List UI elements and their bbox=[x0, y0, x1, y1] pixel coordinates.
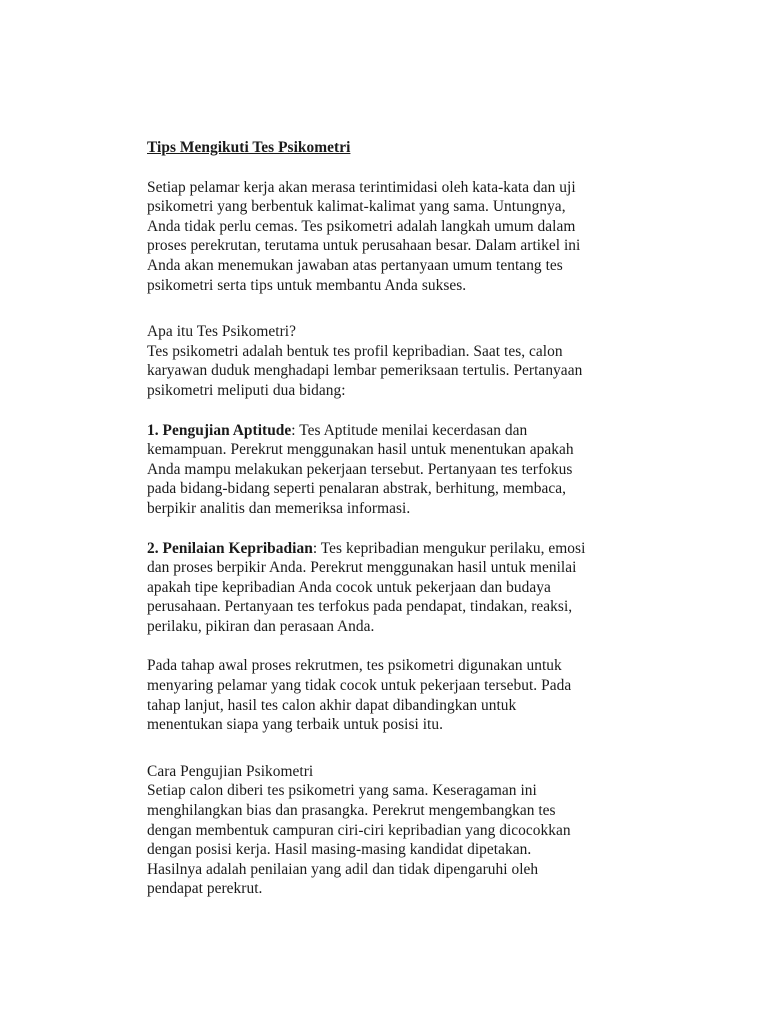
term-aptitude: 1. Pengujian Aptitude bbox=[147, 421, 292, 439]
section1-paragraph: Tes psikometri adalah bentuk tes profil kepribadian. Saat tes, calon karyawan duduk menghadapi lembar pemeriksaan tertulis. Pertanyaan psikometri meliputi dua bidang: bbox=[147, 342, 583, 399]
list-item-aptitude bbox=[147, 421, 647, 519]
document-title: Tips Mengikuti Tes Psikometri bbox=[147, 139, 351, 156]
spacer bbox=[147, 636, 647, 656]
section-heading-cara-pengujian: Cara Pengujian Psikometri bbox=[147, 762, 314, 780]
document-page bbox=[147, 138, 647, 899]
aptitude-description: : Tes Aptitude menilai kecerdasan dan kemampuan. Perekrut menggunakan hasil untuk menentukan apakah Anda mampu melakukan pekerjaan tersebut. Pertanyaan tes terfokus pada bidang-bidang seperti penalaran abstrak, berhitung, membaca, berpikir analitis dan memeriksa informasi. bbox=[147, 421, 574, 517]
term-kepribadian: 2. Penilaian Kepribadian bbox=[147, 539, 313, 557]
section-heading-apa-itu: Apa itu Tes Psikometri? bbox=[147, 323, 296, 341]
intro-paragraph: Setiap pelamar kerja akan merasa terintimidasi oleh kata-kata dan uji psikometri yang berbentuk kalimat-kalimat yang sama. Untungnya, Anda tidak perlu cemas. Tes psikometri adalah langkah umum dalam proses perekrutan, terutama untuk perusahaan besar. Dalam artikel ini Anda akan menemukan jawaban atas pertanyaan umum tentang tes psikometri serta tips untuk membantu Anda sukses. bbox=[147, 178, 581, 294]
section2-paragraph: Setiap calon diberi tes psikometri yang sama. Keseragaman ini menghilangkan bias dan prasangka. Perekrut mengembangkan tes dengan membentuk campuran ciri-ciri kepribadian yang dicocokkan dengan posisi kerja. Hasil masing-masing kandidat dipetakan. Hasilnya adalah penilaian yang adil dan tidak dipengaruhi oleh pendapat perekrut. bbox=[147, 782, 571, 898]
list-item-kepribadian bbox=[147, 539, 647, 637]
spacer bbox=[147, 401, 647, 421]
closing-paragraph: Pada tahap awal proses rekrutmen, tes psikometri digunakan untuk menyaring pelamar yang tidak cocok untuk pekerjaan tersebut. Pada tahap lanjut, hasil tes calon akhir dapat dibandingkan untuk menentukan siapa yang terbaik untuk posisi itu. bbox=[147, 657, 572, 734]
spacer bbox=[147, 735, 647, 762]
kepribadian-description: : Tes kepribadian mengukur perilaku, emosi dan proses berpikir Anda. Perekrut menggunakan hasil untuk menilai apakah tipe kepribadian Anda cocok untuk pekerjaan dan budaya perusahaan. Pertanyaan tes terfokus pada pendapat, tindakan, reaksi, perilaku, pikiran dan perasaan Anda. bbox=[147, 539, 586, 635]
spacer bbox=[147, 295, 647, 322]
spacer bbox=[147, 519, 647, 539]
